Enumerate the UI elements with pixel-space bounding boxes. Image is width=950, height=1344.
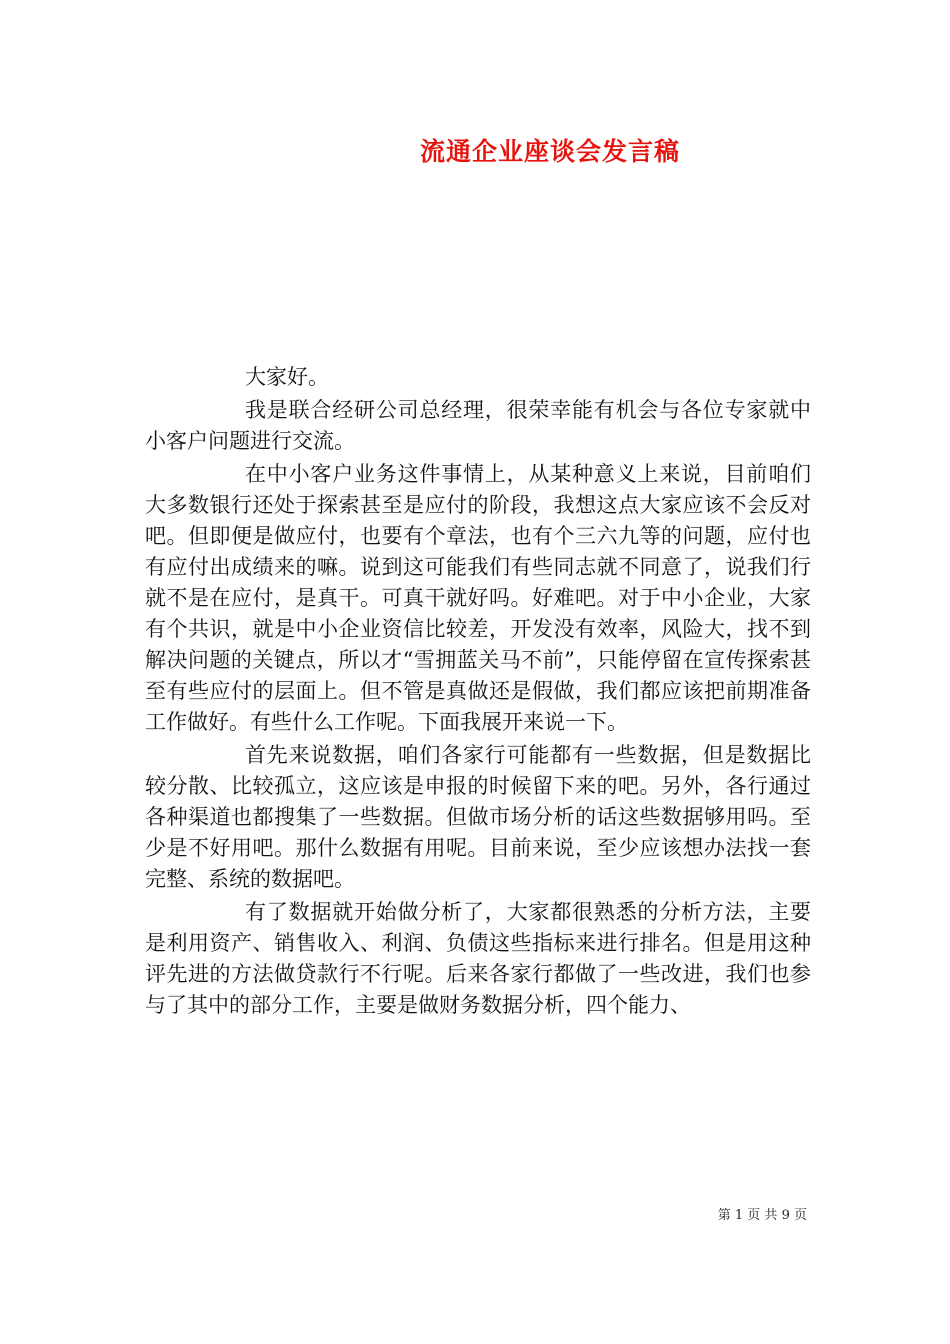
paragraph-greeting: 大家好。 [245,365,329,389]
footer-total-pages: 9 [781,1208,790,1223]
paragraph-analysis: 有了数据就开始做分析了，大家都很熟悉的分析方法，主要是利用资产、销售收入、利润、负债这些指标来进行排名。但是用这种评先进的方法做贷款行不行呢。后来各家行都做了一些改进，我们也参与了其中的部分工作，主要是做财务数据分析，四个能力、 [145,900,811,1017]
footer-suffix: 页 [793,1208,807,1223]
footer-middle: 页 共 [747,1208,778,1223]
paragraph-data: 首先来说数据，咱们各家行可能都有一些数据，但是数据比较分散、比较孤立，这应该是申报的时候留下来的吧。另外，各行通过各种渠道也都搜集了一些数据。但做市场分析的话这些数据够用吗。至少是不好用吧。那什么数据有用呢。目前来说，至少应该想办法找一套完整、系统的数据吧。 [145,743,811,891]
paragraph-current-situation: 在中小客户业务这件事情上，从某种意义上来说，目前咱们大多数银行还处于探索甚至是应付的阶段，我想这点大家应该不会反对吧。但即便是做应付，也要有个章法，也有个三六九等的问题，应付也有应付出成绩来的嘛。说到这可能我们有些同志就不同意了，说我们行就不是在应付，是真干。可真干就好吗。好难吧。对于中小企业，大家有个共识，就是中小企业资信比较差，开发没有效率，风险大，找不到解决问题的关键点，所以才“雪拥蓝关马不前”，只能停留在宣传探索甚至有些应付的层面上。但不管是真做还是假做，我们都应该把前期准备工作做好。有些什么工作呢。下面我展开来说一下。 [145,462,811,734]
page-footer [0,1204,950,1223]
paragraph-introduction: 我是联合经研公司总经理，很荣幸能有机会与各位专家就中小客户问题进行交流。 [145,398,811,453]
footer-current-page: 1 [734,1208,744,1223]
page-title: 流通企业座谈会发言稿 [419,137,680,166]
document-body [145,362,811,1021]
footer-prefix: 第 [717,1208,731,1223]
